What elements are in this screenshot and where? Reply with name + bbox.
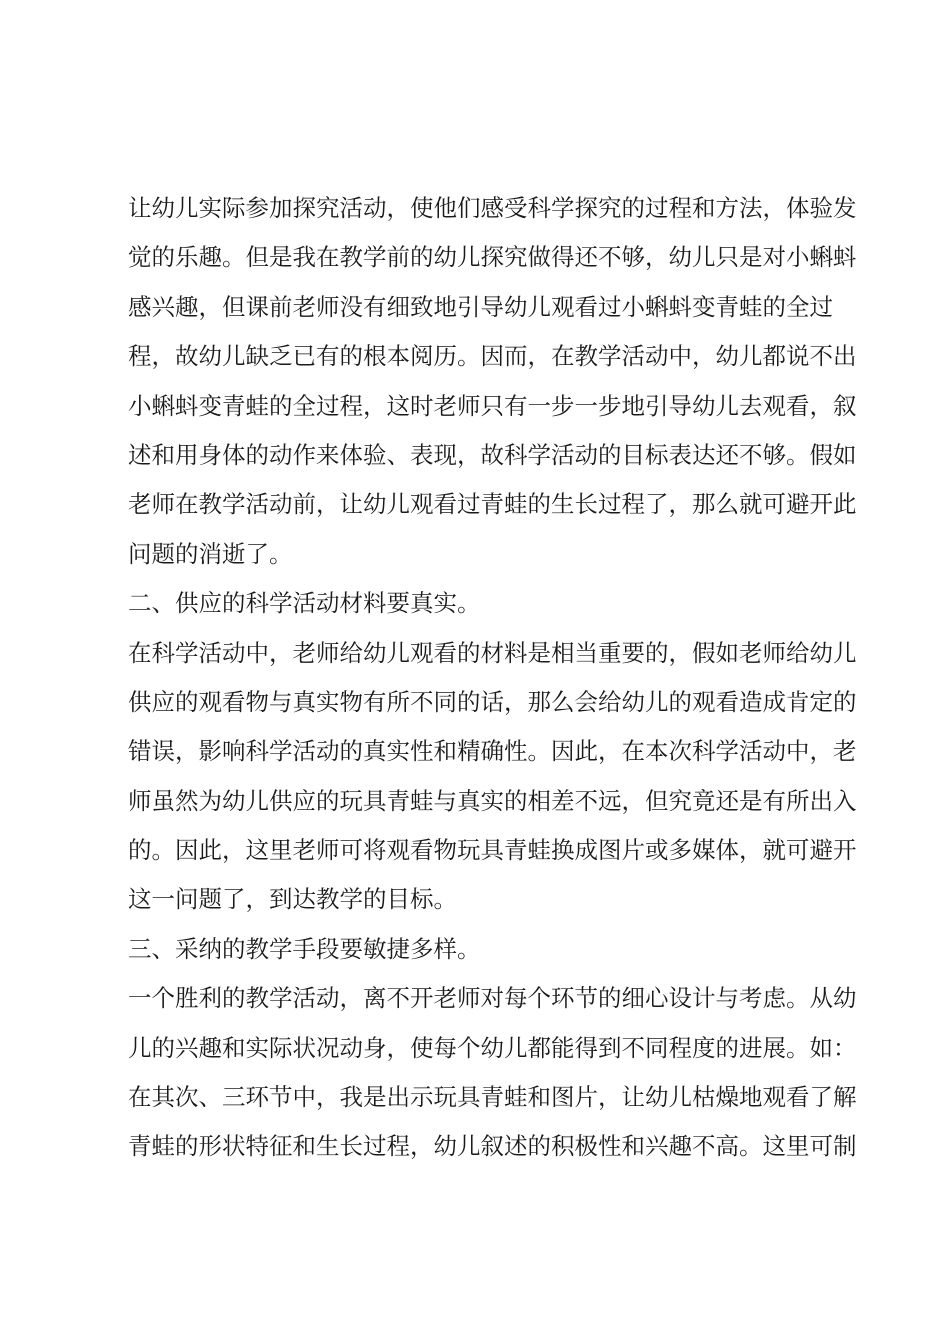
text-line: 这一问题了，到达教学的目标。	[128, 885, 457, 914]
text-line: 在其次、三环节中，我是出示玩具青蛙和图片，让幼儿枯燥地观看了解	[128, 1083, 857, 1112]
text-line: 觉的乐趣。但是我在教学前的幼儿探究做得还不够，幼儿只是对小蝌蚪	[128, 243, 857, 272]
text-line: 感兴趣，但课前老师没有细致地引导幼儿观看过小蝌蚪变青蛙的全过	[128, 292, 833, 321]
text-line: 的。因此，这里老师可将观看物玩具青蛙换成图片或多媒体，就可避开	[128, 836, 857, 865]
text-line: 供应的观看物与真实物有所不同的话，那么会给幼儿的观看造成肯定的	[128, 687, 857, 716]
section-heading: 三、采纳的教学手段要敏捷多样。	[128, 934, 481, 963]
text-line: 述和用身体的动作来体验、表现，故科学活动的目标表达还不够。假如	[128, 440, 857, 469]
document-body	[128, 184, 857, 1172]
text-line: 让幼儿实际参加探究活动，使他们感受科学探究的过程和方法，体验发	[128, 194, 857, 222]
text-line: 青蛙的形状特征和生长过程，幼儿叙述的积极性和兴趣不高。这里可制	[128, 1132, 857, 1161]
text-line: 小蝌蚪变青蛙的全过程，这时老师只有一步一步地引导幼儿去观看，叙	[128, 391, 857, 420]
section-heading: 二、供应的科学活动材料要真实。	[128, 589, 481, 618]
text-line: 师虽然为幼儿供应的玩具青蛙与真实的相差不远，但究竟还是有所出入	[128, 786, 857, 815]
text-line: 在科学活动中，老师给幼儿观看的材料是相当重要的，假如老师给幼儿	[128, 638, 857, 667]
text-line: 错误，影响科学活动的真实性和精确性。因此，在本次科学活动中，老	[128, 737, 857, 766]
text-line: 儿的兴趣和实际状况动身，使每个幼儿都能得到不同程度的进展。如：	[128, 1033, 857, 1062]
text-line: 程，故幼儿缺乏已有的根本阅历。因而，在教学活动中，幼儿都说不出	[128, 342, 857, 371]
text-line: 一个胜利的教学活动，离不开老师对每个环节的细心设计与考虑。从幼	[128, 984, 857, 1013]
text-line: 老师在教学活动前，让幼儿观看过青蛙的生长过程了，那么就可避开此	[128, 490, 857, 519]
text-line: 问题的消逝了。	[128, 539, 293, 568]
